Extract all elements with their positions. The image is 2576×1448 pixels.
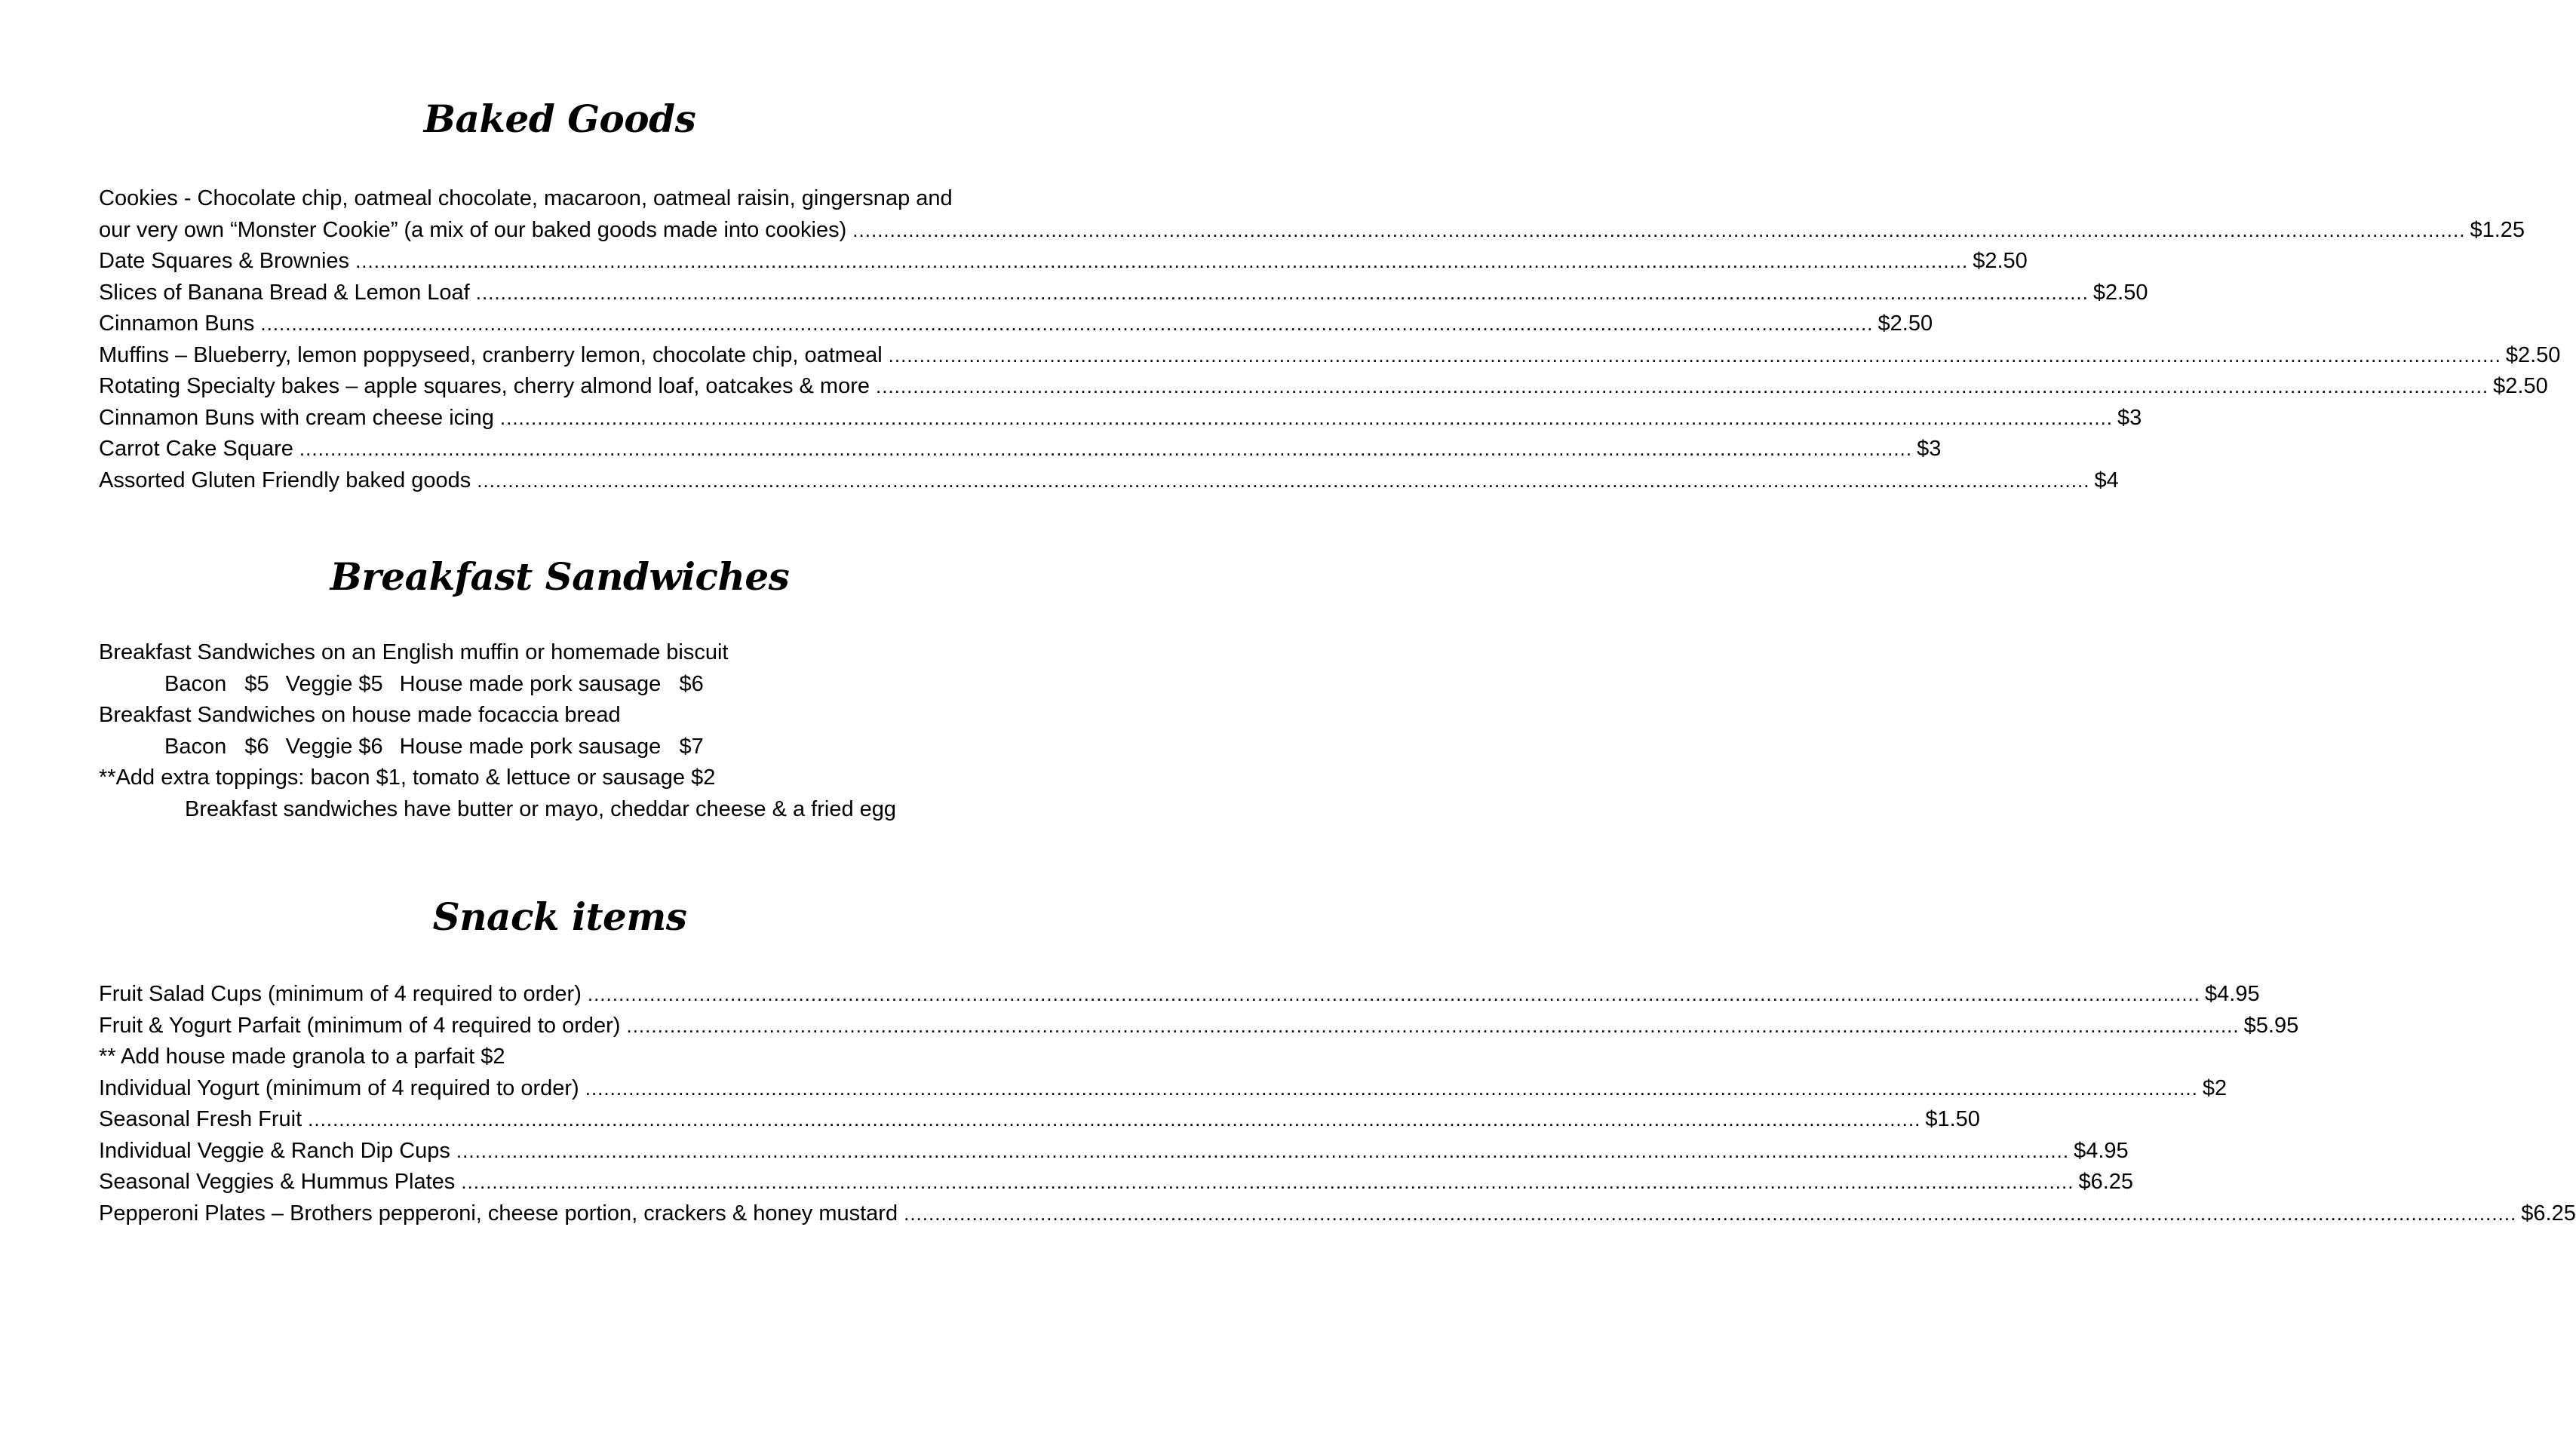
- sandwich-line-focaccia: Breakfast Sandwiches on house made focaccia bread: [99, 703, 621, 727]
- item-price: $3: [2117, 405, 2142, 430]
- item-price: $2.50: [2493, 374, 2548, 398]
- item-price: $4.95: [2074, 1138, 2129, 1163]
- sandwich-line-english-muffin: Breakfast Sandwiches on an English muffin or homemade biscuit: [99, 640, 729, 664]
- option-veggie: Veggie $5: [285, 671, 383, 696]
- sandwich-options-focaccia: [99, 732, 1027, 763]
- menu-item: Fruit Salad Cups (minimum of 4 required to order) .................................................................................................................................................................................................................................................................... $4.95: [99, 979, 1027, 1011]
- item-price: $4.95: [2205, 982, 2260, 1006]
- menu-item: Date Squares & Brownies .................................................................................................................................................................................................................................................................... $2.50: [99, 246, 1027, 278]
- item-price: $2.50: [1973, 249, 2028, 273]
- menu-item: Cinnamon Buns .................................................................................................................................................................................................................................................................... $2.50: [99, 308, 1027, 340]
- item-price: $6.25: [2078, 1170, 2134, 1194]
- menu-item: Carrot Cake Square .................................................................................................................................................................................................................................................................... $3: [99, 434, 1027, 465]
- breakfast-sandwiches-heading: Breakfast Sandwiches: [330, 554, 790, 599]
- option-bacon: Bacon $6: [164, 734, 269, 759]
- item-price: $5.95: [2243, 1013, 2299, 1038]
- extra-toppings: **Add extra toppings: bacon $1, tomato & lettuce or sausage $2: [99, 765, 716, 790]
- baked-goods-list: [99, 183, 2561, 496]
- menu-item: Muffins – Blueberry, lemon poppyseed, cranberry lemon, chocolate chip, oatmeal .................................................................................................................................................................................................................................................................... $2.50: [99, 340, 1027, 372]
- item-price: $2.50: [2505, 342, 2561, 367]
- menu-item: Slices of Banana Bread & Lemon Loaf .................................................................................................................................................................................................................................................................... $2.50: [99, 278, 1027, 309]
- baked-goods-heading: Baked Goods: [423, 97, 696, 141]
- option-veggie: Veggie $6: [285, 734, 383, 759]
- sandwich-note: Breakfast sandwiches have butter or mayo, cheddar cheese & a fried egg: [185, 796, 897, 821]
- item-price: $1.25: [2470, 217, 2525, 242]
- option-sausage: House made pork sausage $6: [399, 671, 704, 696]
- granola-addon: ** Add house made granola to a parfait $2: [99, 1045, 505, 1069]
- item-price: $6.25: [2521, 1201, 2576, 1226]
- menu-item: Seasonal Fresh Fruit .................................................................................................................................................................................................................................................................... $1.50: [99, 1104, 1027, 1136]
- snack-items-list: [99, 979, 2576, 1229]
- menu-item: Seasonal Veggies & Hummus Plates .................................................................................................................................................................................................................................................................... $6.25: [99, 1167, 1027, 1198]
- menu-item: Assorted Gluten Friendly baked goods .................................................................................................................................................................................................................................................................... $4: [99, 465, 1027, 497]
- sandwich-options-english-muffin: [99, 669, 1027, 701]
- cookies-description: Cookies - Chocolate chip, oatmeal chocolate, macaroon, oatmeal raisin, gingersnap and: [99, 186, 953, 210]
- menu-item: Rotating Specialty bakes – apple squares, cherry almond loaf, oatcakes & more .................................................................................................................................................................................................................................................................... $2.50: [99, 371, 1027, 403]
- snack-items-heading: Snack items: [432, 894, 687, 939]
- menu-item: Individual Yogurt (minimum of 4 required to order) .................................................................................................................................................................................................................................................................... $2: [99, 1073, 1027, 1105]
- item-price: $4: [2094, 468, 2119, 492]
- option-bacon: Bacon $5: [164, 671, 269, 696]
- item-price: $2: [2202, 1075, 2228, 1100]
- item-price: $3: [1917, 437, 1942, 461]
- breakfast-sandwiches-list: [99, 637, 1027, 825]
- menu-item: Individual Veggie & Ranch Dip Cups .................................................................................................................................................................................................................................................................... $4.95: [99, 1136, 1027, 1167]
- item-price: $2.50: [2092, 280, 2148, 305]
- menu-item: Fruit & Yogurt Parfait (minimum of 4 required to order) .................................................................................................................................................................................................................................................................... $5.95: [99, 1011, 1027, 1042]
- option-sausage: House made pork sausage $7: [399, 734, 704, 759]
- menu-item: Pepperoni Plates – Brothers pepperoni, cheese portion, crackers & honey mustard .................................................................................................................................................................................................................................................................... $6.25: [99, 1198, 1027, 1230]
- menu-item: our very own “Monster Cookie” (a mix of our baked goods made into cookies) .................................................................................................................................................................................................................................................................... $1.25: [99, 215, 1027, 247]
- item-price: $2.50: [1878, 311, 1933, 336]
- item-price: $1.50: [1925, 1107, 1980, 1131]
- menu-item: Cinnamon Buns with cream cheese icing .................................................................................................................................................................................................................................................................... $3: [99, 403, 1027, 434]
